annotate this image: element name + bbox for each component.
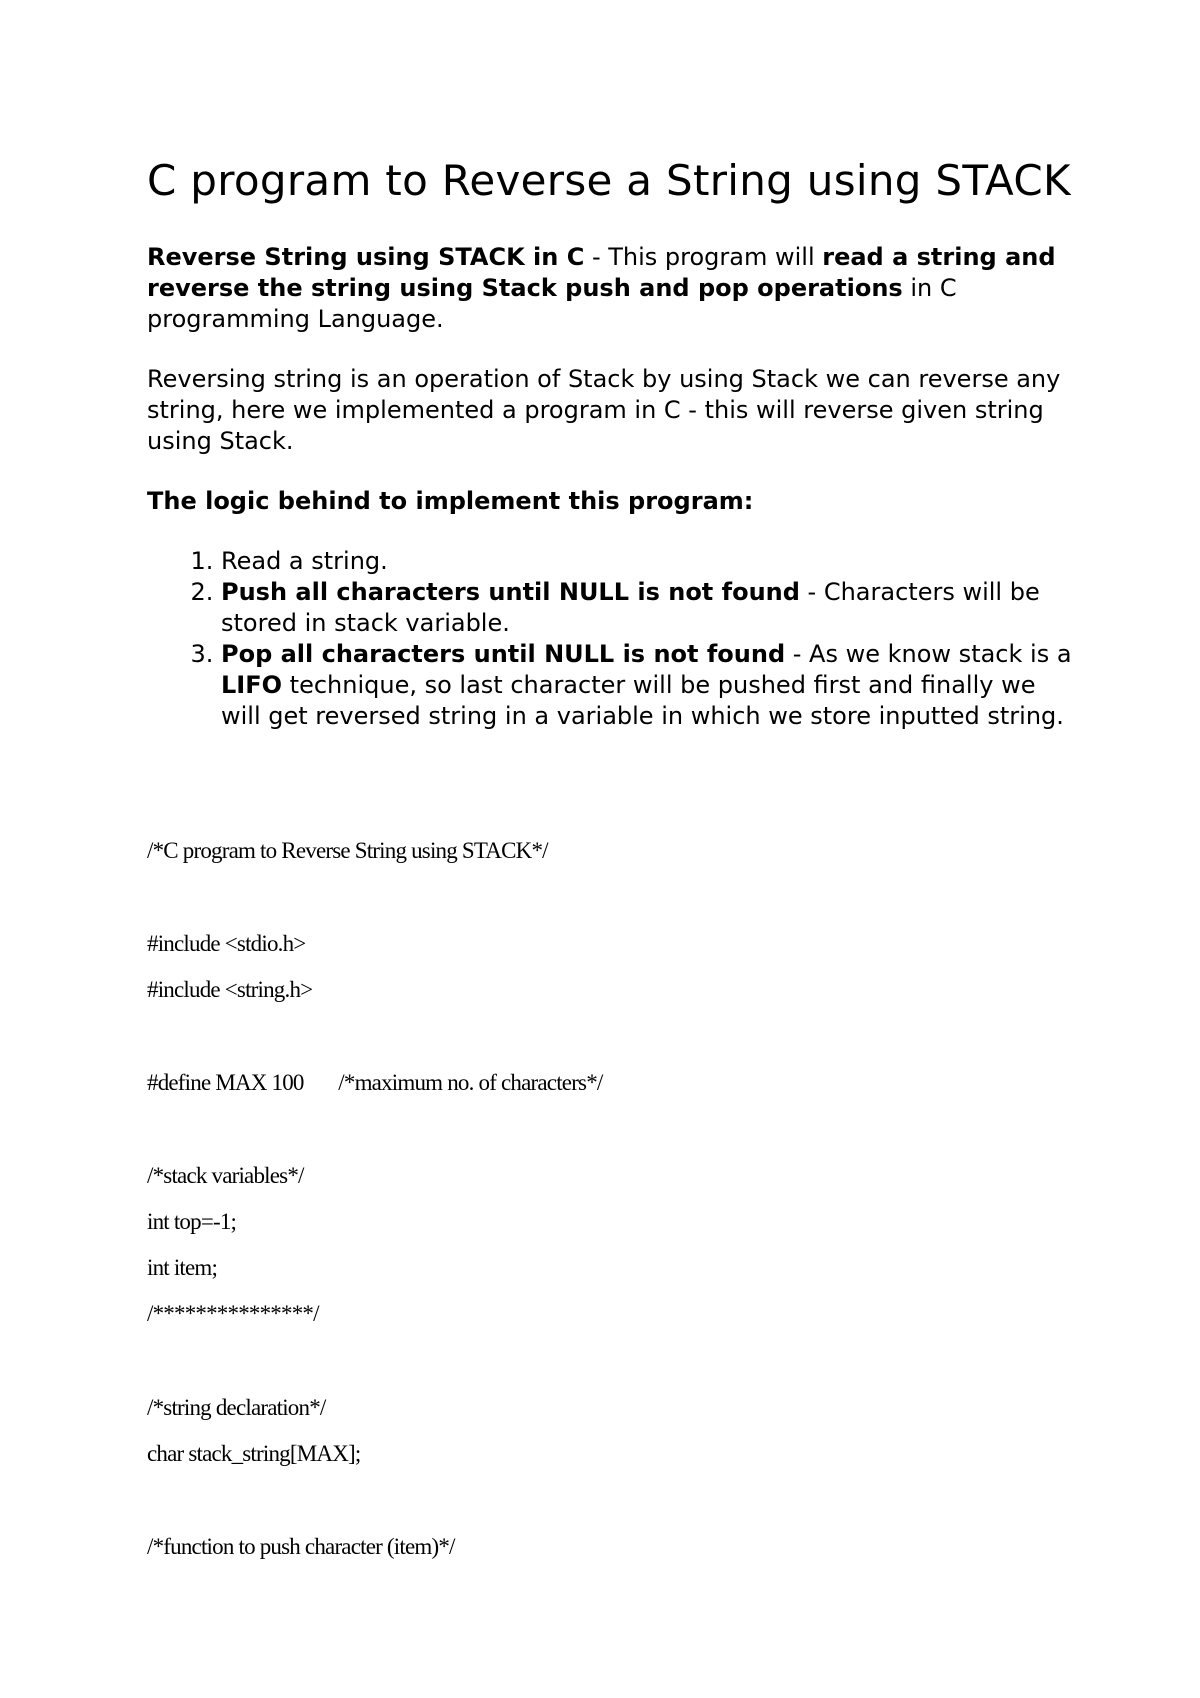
code-line: /*C program to Reverse String using STACK*/: [147, 838, 548, 863]
code-line: #include <string.h>: [147, 977, 313, 1002]
list-item: [221, 639, 1077, 732]
intro-lead: Reverse String using STACK in C: [147, 243, 585, 271]
code-line: /*string declaration*/: [147, 1395, 326, 1420]
intro-paragraph: [147, 242, 1077, 335]
step-text: - As we know stack is a: [785, 640, 1072, 668]
code-line: #define MAX 100 /*maximum no. of characters*/: [147, 1070, 603, 1095]
intro-dash: - This program will: [584, 243, 823, 271]
step-text: Read a string.: [221, 547, 388, 575]
page-title: C program to Reverse a String using STACK: [147, 156, 1071, 205]
step-bold: Pop all characters until NULL is not found: [221, 640, 786, 668]
code-line: int top=-1;: [147, 1209, 237, 1234]
step-bold: Push all characters until NULL is not found: [221, 578, 800, 606]
code-line: char stack_string[MAX];: [147, 1441, 361, 1466]
list-item: [221, 546, 1077, 577]
logic-heading: The logic behind to implement this program:: [147, 487, 754, 515]
document-body: [147, 152, 1077, 732]
code-line: /***************/: [147, 1301, 319, 1326]
code-line: int item;: [147, 1255, 218, 1280]
code-line: /*stack variables*/: [147, 1163, 304, 1188]
step-text: - Characters will be stored in stack variable.: [221, 578, 1040, 637]
intro-tail: in C programming Language.: [147, 274, 957, 333]
step-bold-lifo: LIFO: [221, 671, 283, 699]
list-item: [221, 577, 1077, 639]
code-line: /*function to push character (item)*/: [147, 1534, 455, 1559]
steps-list: [147, 546, 1077, 732]
step-text: technique, so last character will be pushed first and finally we will get reversed string in a variable in which we store inputted string.: [221, 671, 1064, 730]
intro-bold-phrase: read a string and reverse the string using Stack push and pop operations: [147, 243, 1056, 302]
description-paragraph: Reversing string is an operation of Stack by using Stack we can reverse any string, here we implemented a program in C - this will reverse given string using Stack.: [147, 365, 1061, 455]
code-line: #include <stdio.h>: [147, 931, 306, 956]
